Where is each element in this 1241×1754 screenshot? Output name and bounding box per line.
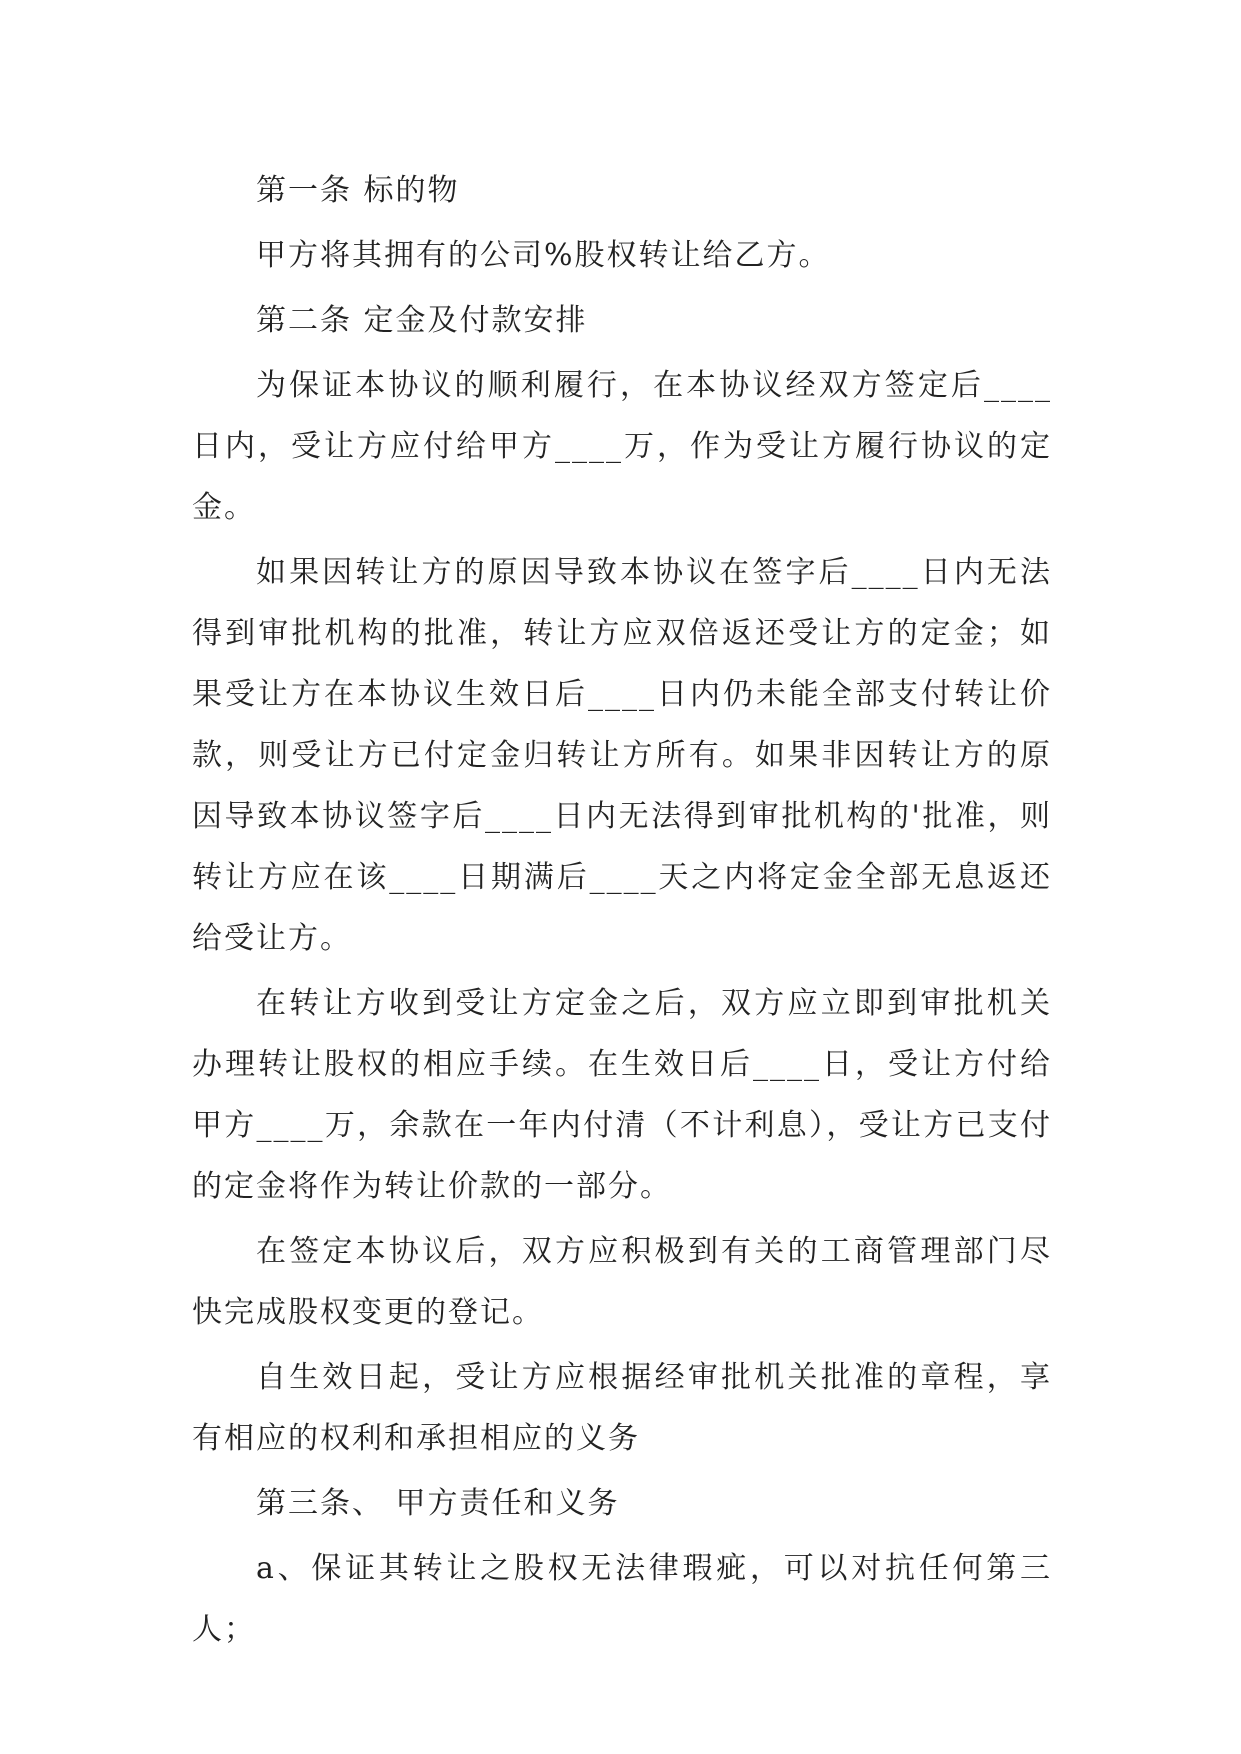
paragraph-rights: 自生效日起，受让方应根据经审批机关批准的章程，享有相应的权利和承担相应的义务 — [192, 1360, 1052, 1456]
paragraph-payment: 在转让方收到受让方定金之后，双方应立即到审批机关办理转让股权的相应手续。在生效日后____日，受让方付给甲方____万，余款在一年内付清（不计利息），受让方已支付的定金将作为转让价款的一部分。 — [192, 986, 1052, 1204]
paragraph-subject-matter: 甲方将其拥有的公司%股权转让给乙方。 — [256, 238, 831, 273]
article-1-heading: 第一条 标的物 — [256, 173, 460, 208]
article-3-heading: 第三条、 甲方责任和义务 — [256, 1486, 620, 1521]
paragraph-registration: 在签定本协议后，双方应积极到有关的工商管理部门尽快完成股权变更的登记。 — [192, 1234, 1052, 1330]
article-2-heading: 第二条 定金及付款安排 — [256, 303, 588, 338]
paragraph-warranty: a、保证其转让之股权无法律瑕疵，可以对抗任何第三人； — [192, 1551, 1052, 1647]
paragraph-deposit-refund: 如果因转让方的原因导致本协议在签字后____日内无法得到审批机构的批准，转让方应双倍返还受让方的定金；如果受让方在本协议生效日后____日内仍未能全部支付转让价款，则受让方已付定金归转让方所有。如果非因转让方的原因导致本协议签字后____日内无法得到审批机构的'批准，则转让方应在该____日期满后____天之内将定金全部无息返还给受让方。 — [192, 555, 1052, 956]
paragraph-deposit: 为保证本协议的顺利履行，在本协议经双方签定后____日内，受让方应付给甲方____万，作为受让方履行协议的定金。 — [192, 368, 1052, 525]
document-body — [192, 160, 1052, 1664]
